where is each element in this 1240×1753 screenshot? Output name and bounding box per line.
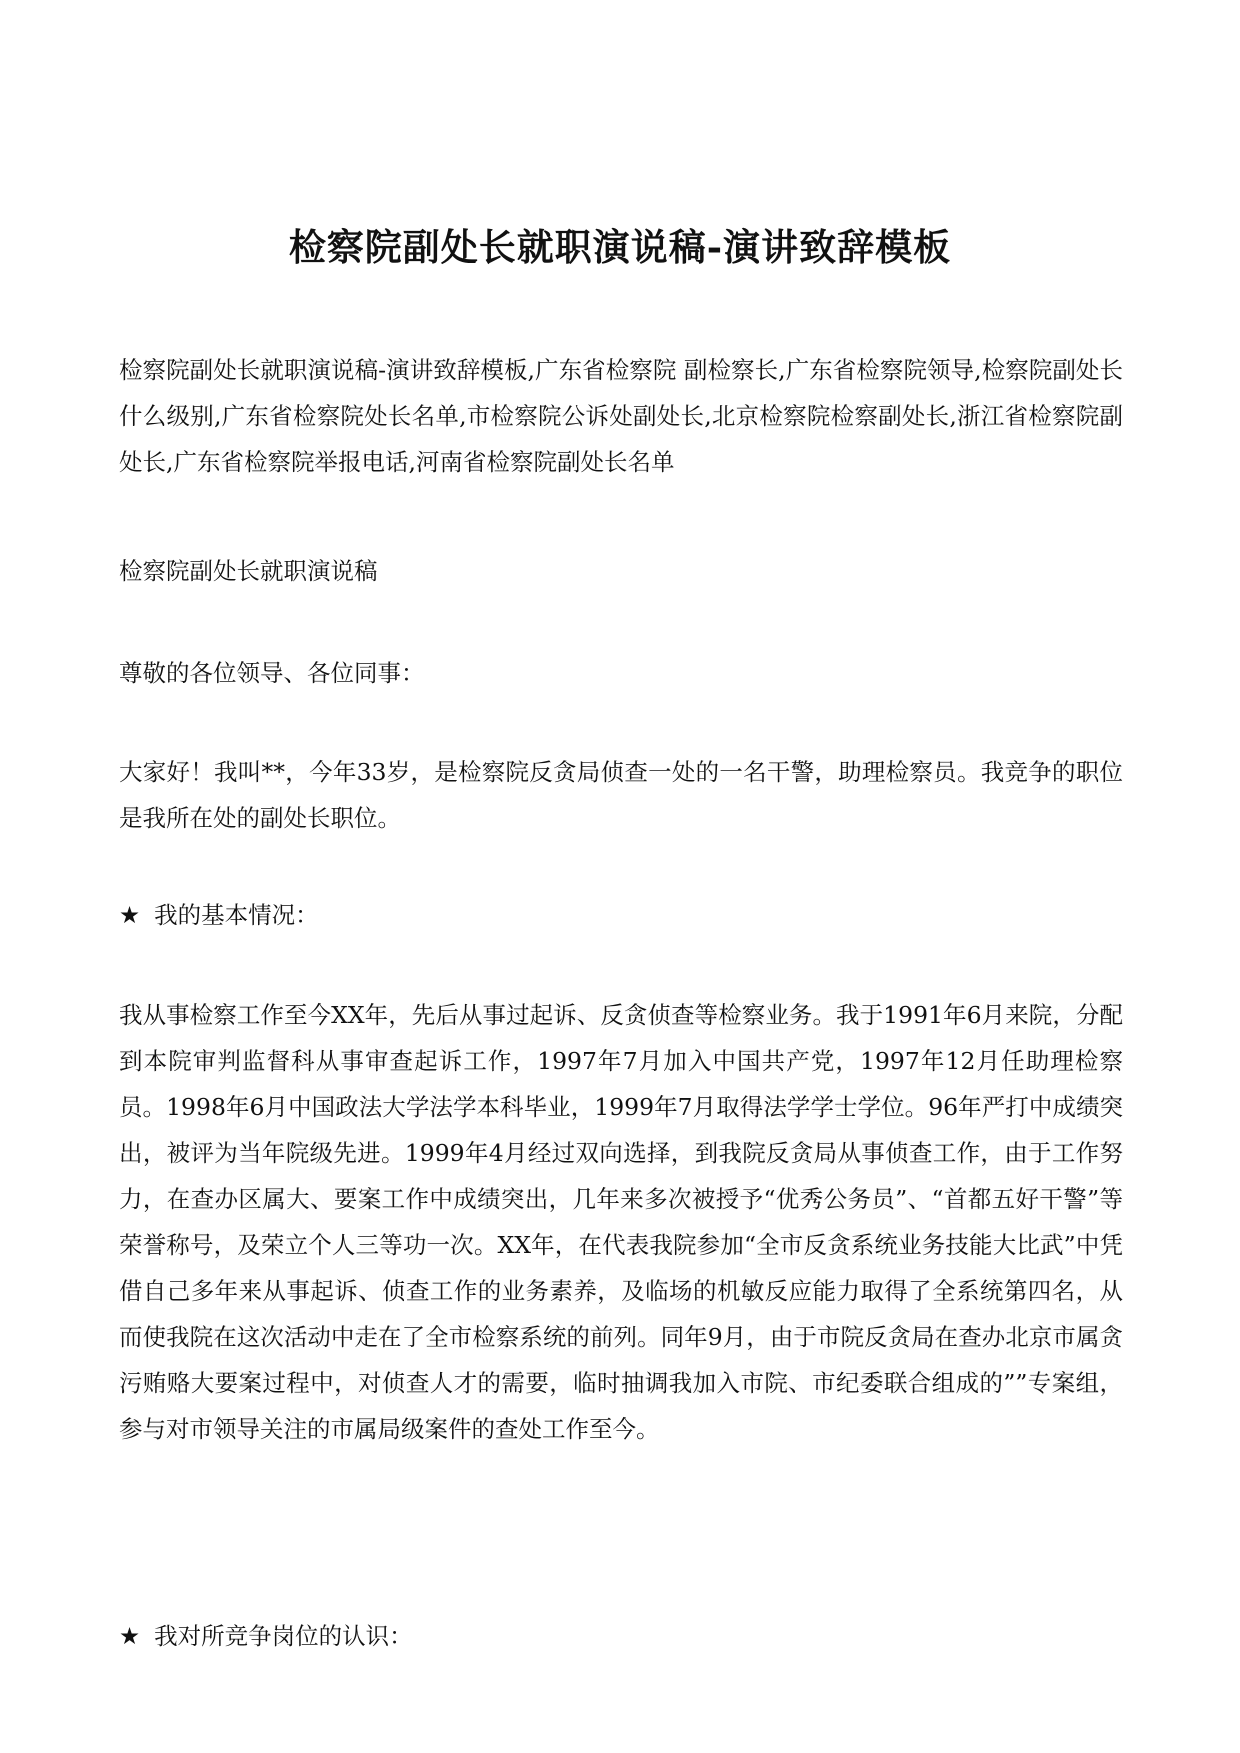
section-heading-position-view	[119, 1613, 1123, 1659]
intro-paragraph: 大家好！我叫**，今年33岁，是检察院反贪局侦查一处的一名干警，助理检察员。我竞争的职位是我所在处的副处长职位。	[119, 758, 1123, 832]
section-heading-basic-info	[119, 892, 1123, 938]
star-icon: ★	[119, 901, 141, 929]
document-title: 检察院副处长就职演说稿-演讲致辞模板	[288, 225, 952, 269]
keywords-paragraph: 检察院副处长就职演说稿-演讲致辞模板,广东省检察院 副检察长,广东省检察院领导,检察院副处长什么级别,广东省检察院处长名单,市检察院公诉处副处长,北京检察院检察副处长,浙江省检察院副处长,广东省检察院举报电话,河南省检察院副处长名单	[119, 356, 1123, 476]
basic-info-paragraph: 我从事检察工作至今XX年，先后从事过起诉、反贪侦查等检察业务。我于1991年6月来院，分配到本院审判监督科从事审查起诉工作，1997年7月加入中国共产党，1997年12月任助理检察员。1998年6月中国政法大学法学本科毕业，1999年7月取得法学学士学位。96年严打中成绩突出，被评为当年院级先进。1999年4月经过双向选择，到我院反贪局从事侦查工作，由于工作努力，在查办区属大、要案工作中成绩突出，几年来多次被授予“优秀公务员”、“首都五好干警”等荣誉称号，及荣立个人三等功一次。XX年，在代表我院参加“全市反贪系统业务技能大比武”中凭借自己多年来从事起诉、侦查工作的业务素养，及临场的机敏反应能力取得了全系统第四名，从而使我院在这次活动中走在了全市检察系统的前列。同年9月，由于市院反贪局在查办北京市属贪污贿赂大要案过程中，对侦查人才的需要，临时抽调我加入市院、市纪委联合组成的””专案组，参与对市领导关注的市属局级案件的查处工作至今。	[119, 1001, 1123, 1443]
section-heading-text: 我的基本情况：	[154, 901, 319, 929]
star-icon: ★	[119, 1622, 141, 1650]
greeting-line: 尊敬的各位领导、各位同事：	[119, 659, 425, 687]
speech-subtitle: 检察院副处长就职演说稿	[119, 557, 378, 585]
section-heading-text: 我对所竞争岗位的认识：	[154, 1622, 413, 1650]
